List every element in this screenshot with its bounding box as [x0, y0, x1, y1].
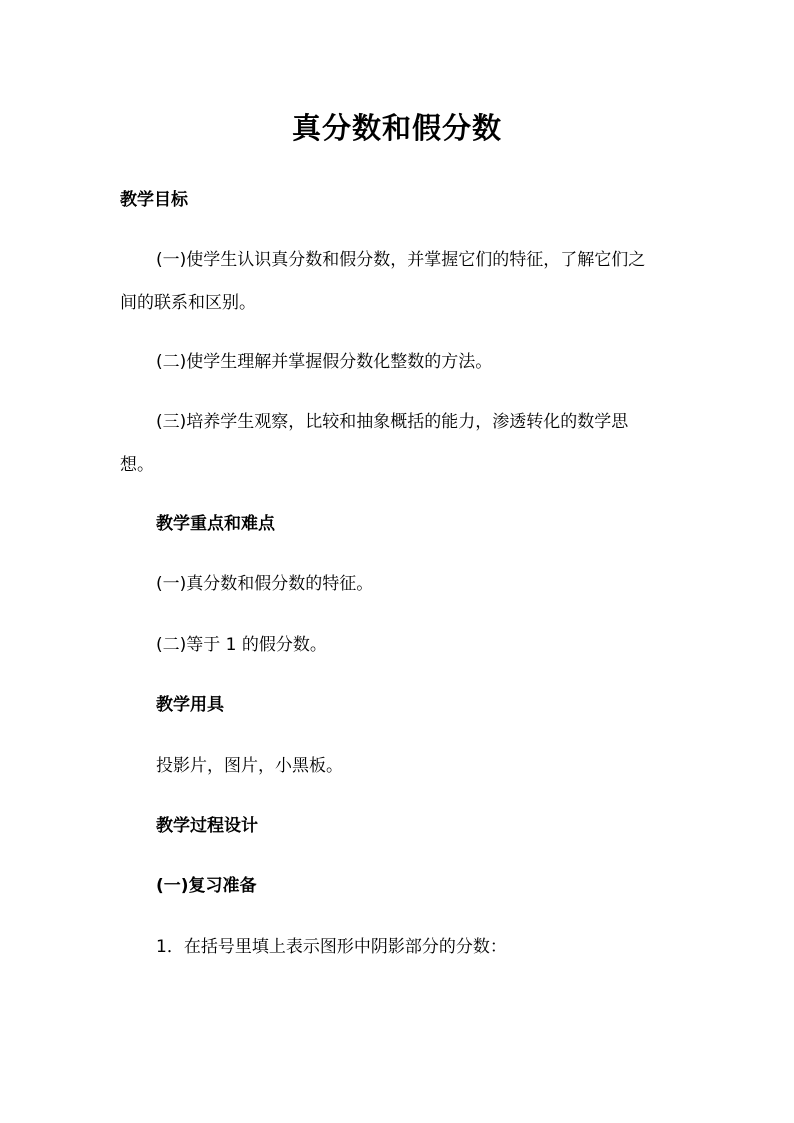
heading-teaching-goals: 教学目标	[120, 190, 188, 210]
goal-2: (二)使学生理解并掌握假分数化整数的方法。	[156, 352, 493, 372]
heading-process-design: 教学过程设计	[156, 816, 258, 836]
heading-key-points: 教学重点和难点	[156, 514, 275, 534]
heading-review-prep: (一)复习准备	[156, 876, 257, 896]
document-title: 真分数和假分数	[291, 111, 502, 145]
goal-1-line-1: (一)使学生认识真分数和假分数，并掌握它们的特征，了解它们之	[156, 250, 646, 270]
key-point-2: (二)等于 1 的假分数。	[156, 635, 327, 655]
teaching-tools-text: 投影片，图片，小黑板。	[156, 756, 343, 776]
key-point-1: (一)真分数和假分数的特征。	[156, 574, 374, 594]
heading-teaching-tools: 教学用具	[156, 695, 224, 715]
exercise-1: 1．在括号里填上表示图形中阴影部分的分数：	[156, 937, 507, 957]
goal-3-line-2: 想。	[120, 455, 154, 475]
goal-1-line-2: 间的联系和区别。	[120, 293, 256, 313]
goal-3-line-1: (三)培养学生观察，比较和抽象概括的能力，渗透转化的数学思	[156, 412, 629, 432]
